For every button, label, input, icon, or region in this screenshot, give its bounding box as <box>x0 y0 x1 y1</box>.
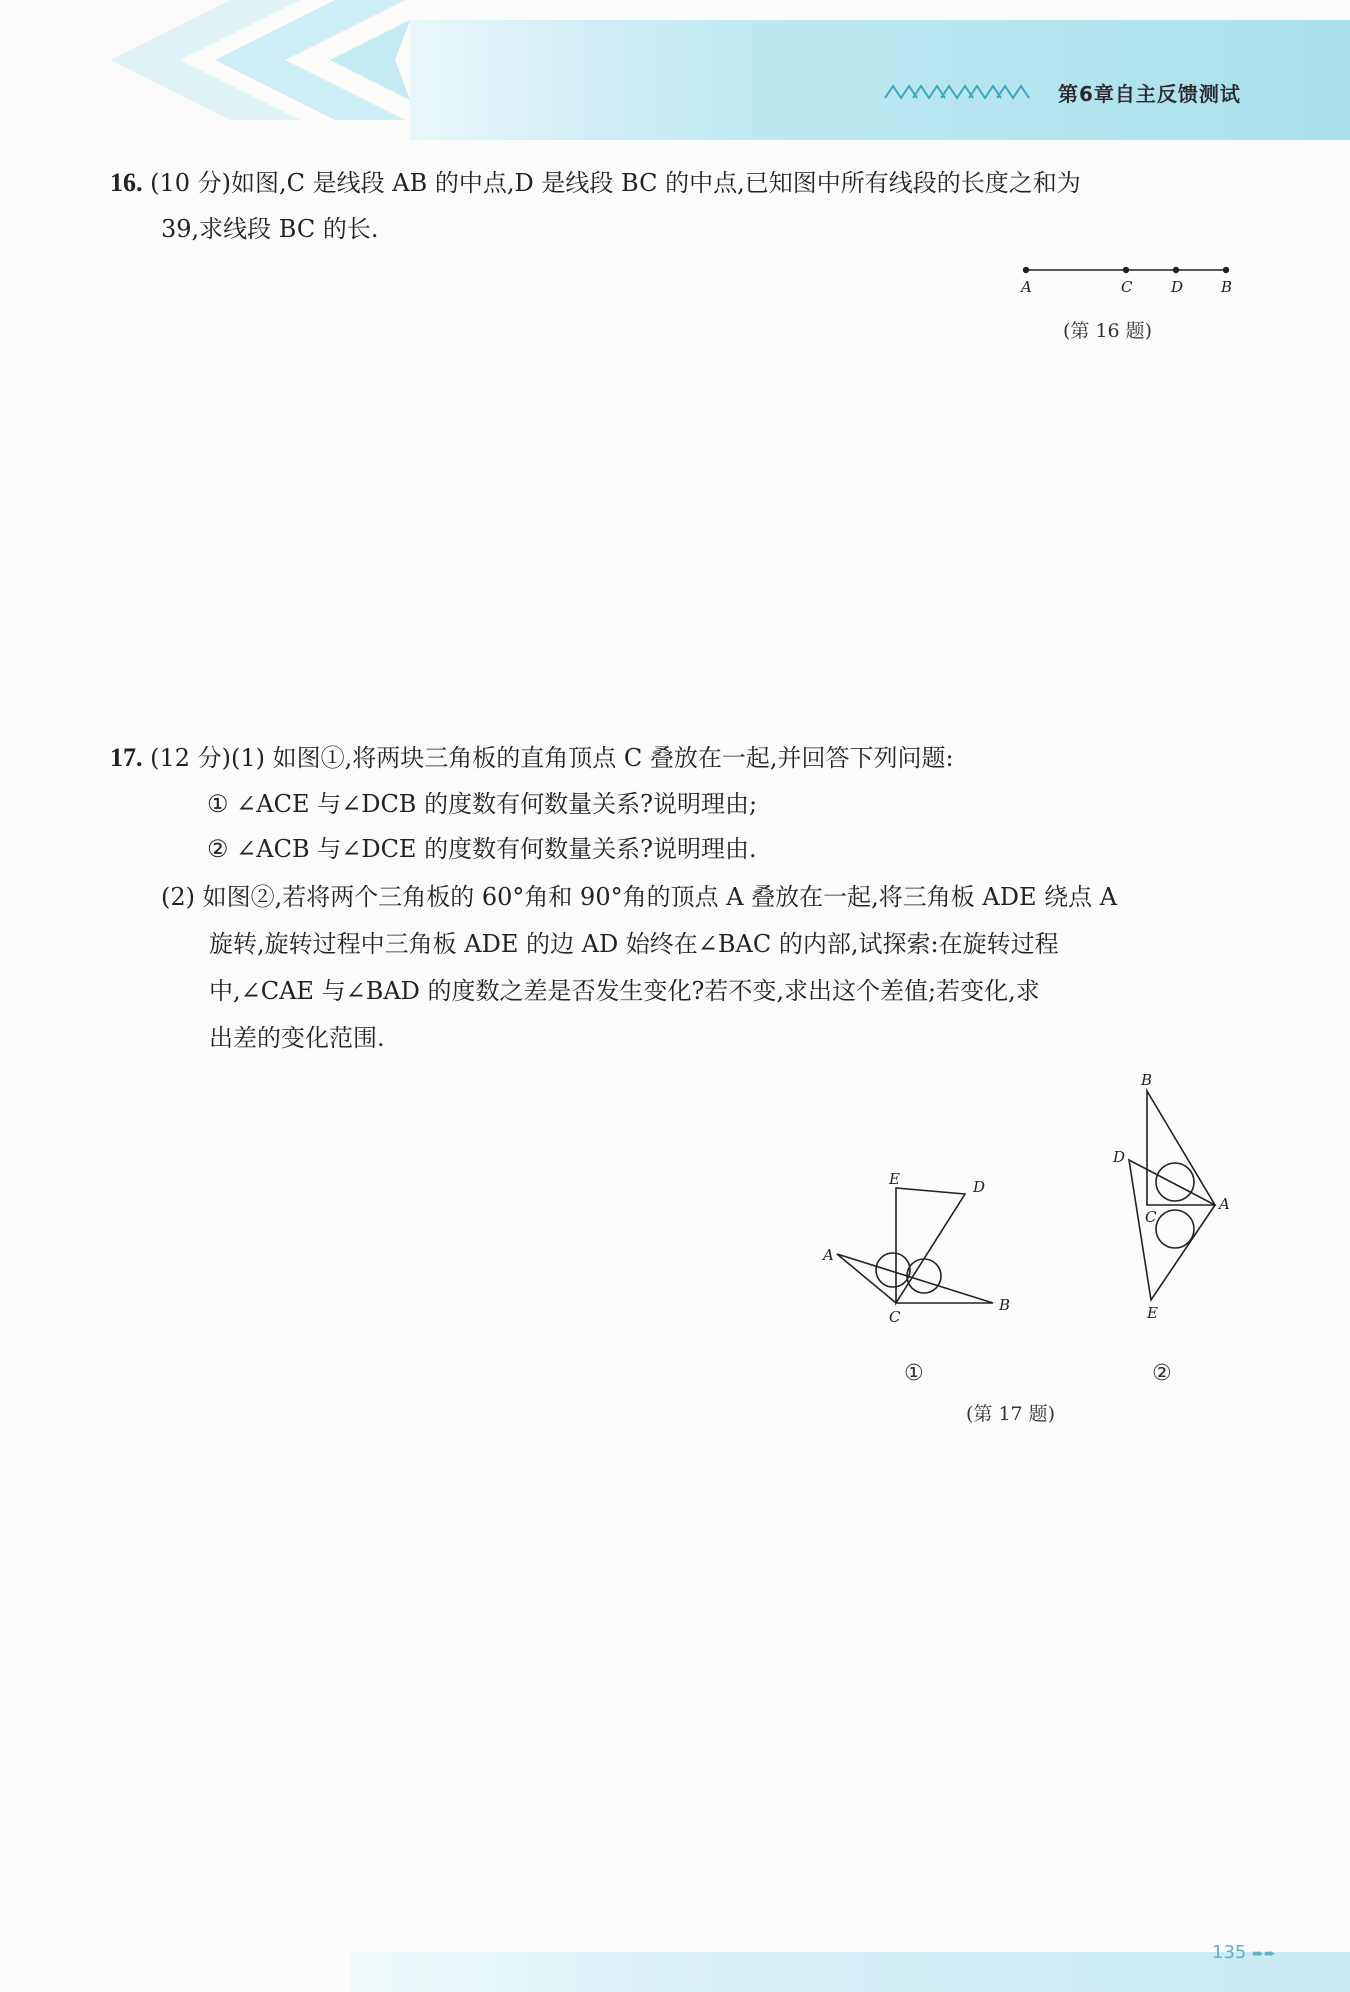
point-d <box>1173 267 1179 273</box>
mountain-decoration-icon <box>883 80 1033 102</box>
fig2-label-e: E <box>1147 1304 1158 1322</box>
question-17-line-2: ① ∠ACE 与∠DCB 的度数有何数量关系?说明理由; <box>207 790 758 818</box>
label-d: D <box>1171 278 1184 296</box>
circle-lower <box>1156 1210 1194 1248</box>
circle-upper <box>1156 1163 1194 1201</box>
circle-left <box>876 1253 910 1287</box>
fig2-label-a: A <box>1219 1195 1230 1213</box>
question-17-line-5: 旋转,旋转过程中三角板 ADE 的边 AD 始终在∠BAC 的内部,试探索:在旋转过程 <box>209 930 1059 958</box>
fig1-label-b: B <box>999 1296 1011 1314</box>
arrow-right-icon: ➨➨ <box>1252 1946 1276 1962</box>
fig2-label-c: C <box>1145 1208 1157 1226</box>
question-17-line-3: ② ∠ACB 与∠DCE 的度数有何数量关系?说明理由. <box>207 835 757 863</box>
point-b <box>1223 267 1229 273</box>
page-number-text: 135 <box>1212 1942 1247 1963</box>
question-16-number: 16. <box>110 168 143 197</box>
figure-17-1 <box>815 1170 1035 1390</box>
question-17-line-4: (2) 如图②,若将两个三角板的 60°角和 90°角的顶点 A 叠放在一起,将三角板 ADE 绕点 A <box>161 883 1118 911</box>
triangle-ecd <box>896 1188 965 1303</box>
fig1-label-d: D <box>973 1178 986 1196</box>
fig1-label-a: A <box>823 1246 834 1264</box>
figure-16-caption: (第 16 题) <box>1063 320 1153 342</box>
question-16-line-1: (10 分)如图,C 是线段 AB 的中点,D 是线段 BC 的中点,已知图中所有线段的长度之和为 <box>150 169 1081 197</box>
label-a: A <box>1021 278 1032 296</box>
question-17-line-6: 中,∠CAE 与∠BAD 的度数之差是否发生变化?若不变,求出这个差值;若变化,求 <box>209 977 1040 1005</box>
fig2-label-d: D <box>1113 1148 1126 1166</box>
fig1-label-e: E <box>889 1170 900 1188</box>
fig1-label-c: C <box>889 1308 901 1326</box>
header-band <box>0 0 1350 140</box>
point-c <box>1123 267 1129 273</box>
triangle-dae <box>1129 1160 1215 1300</box>
point-a <box>1023 267 1029 273</box>
figure-17-1-marker: ① <box>904 1361 924 1386</box>
footer-band <box>0 1940 1350 1992</box>
question-16-line-2: 39,求线段 BC 的长. <box>161 215 379 243</box>
fig2-label-b: B <box>1141 1071 1153 1089</box>
question-17-line-7: 出差的变化范围. <box>209 1024 385 1052</box>
label-c: C <box>1121 278 1133 296</box>
label-b: B <box>1221 278 1233 296</box>
chapter-title: 第6章自主反馈测试 <box>1058 82 1241 106</box>
figure-17-2-marker: ② <box>1152 1361 1172 1386</box>
page-number <box>1212 1942 1276 1963</box>
figure-16 <box>1005 258 1245 302</box>
figure-17-caption: (第 17 题) <box>966 1403 1056 1425</box>
figure-17-2 <box>1095 1065 1255 1395</box>
circle-right <box>907 1259 941 1293</box>
question-17-number: 17. <box>110 743 143 772</box>
question-17-line-1: (12 分)(1) 如图①,将两块三角板的直角顶点 C 叠放在一起,并回答下列问题: <box>150 744 954 772</box>
